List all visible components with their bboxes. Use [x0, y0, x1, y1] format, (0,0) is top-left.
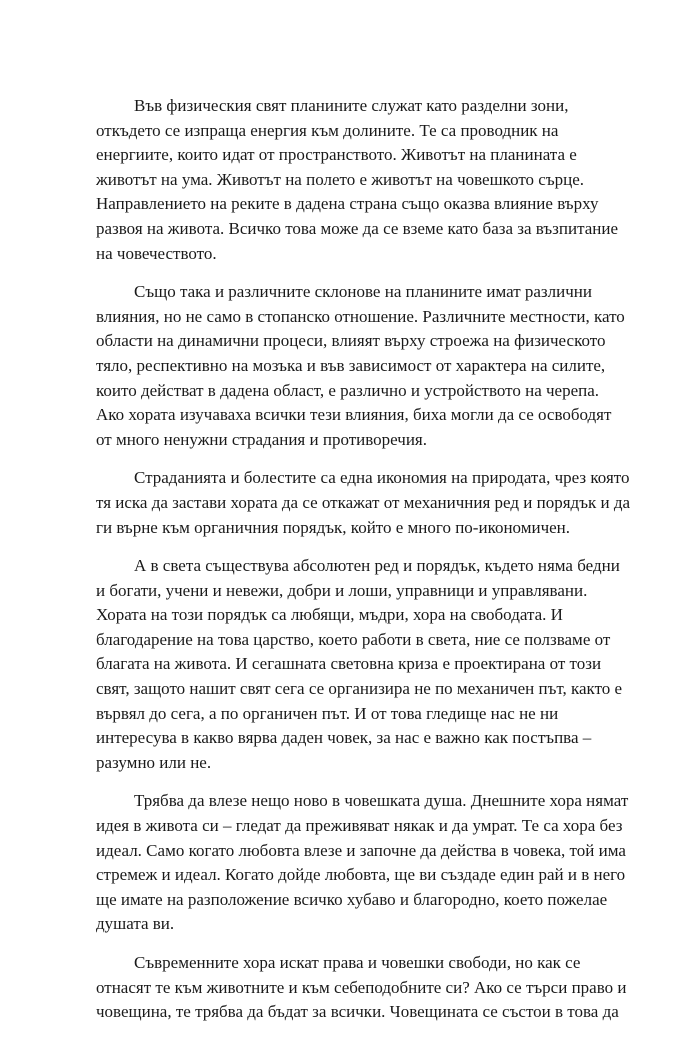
text-line: и богати, учени и невежи, добри и лоши, управници и управлявани.: [96, 580, 588, 600]
text-line: вървял до сега, а по органичен път. И от това гледище нас не ни: [96, 703, 559, 723]
text-line: А в света съществува абсолютен ред и порядък, където няма бедни: [134, 556, 620, 576]
text-line: Направлението на реките в дадена страна също оказва влияние върху: [96, 194, 599, 214]
text-line: от много ненужни страдания и противоречия.: [96, 429, 428, 449]
text-line: Трябва да влезе нещо ново в човешката душа. Днешните хора нямат: [134, 791, 629, 811]
text-line: които действат в дадена област, е различно и устройството на черепа.: [96, 380, 600, 400]
text-line: влияния, но не само в стопанско отношение. Различните местности, като: [96, 306, 625, 326]
text-line: разумно или не.: [96, 752, 212, 772]
text-line: тя иска да застави хората да се откажат от механичния ред и порядък и да: [96, 492, 631, 512]
paragraph-5: [96, 789, 629, 937]
text-line: развоя на живота. Всичко това може да се вземе като база за възпитание: [96, 218, 618, 238]
text-line: Ако хората изучаваха всички тези влияния, биха могли да се освободят: [96, 405, 612, 425]
text-line: Съвременните хора искат права и човешки свободи, но как се: [134, 953, 581, 972]
text-line: на човечеството.: [96, 243, 217, 263]
text-line: Във физическия свят планините служат като разделни зони,: [134, 96, 569, 115]
body-text: [96, 94, 631, 1039]
text-line: душата ви.: [96, 914, 175, 934]
paragraph-6: [96, 951, 627, 1025]
text-line: Също така и различните склонове на планините имат различни: [134, 282, 592, 302]
text-line: идеал. Само когато любовта влезе и започне да действа в човека, той има: [96, 840, 626, 860]
text-line: тяло, респективно на мозъка и във зависимост от характера на силите,: [96, 355, 606, 375]
text-line: благата на живота. И сегашната световна криза е проектирана от този: [96, 654, 602, 674]
text-line: откъдето се изпраща енергия към долините. Те са проводник на: [96, 120, 559, 140]
paragraph-1: [96, 94, 618, 266]
text-line: интересува в какво вярва даден човек, за нас е важно как постъпва –: [96, 728, 592, 748]
text-line: свят, защото нашит свят сега се организира не по механичен път, както е: [96, 679, 623, 699]
text-line: стремеж и идеал. Когато дойде любовта, ще ви създаде един рай и в него: [96, 865, 626, 885]
text-line: ги върне към органичния порядък, който е много по-икономичен.: [96, 517, 571, 537]
text-line: области на динамични процеси, влияят върху строежа на физическото: [96, 331, 606, 351]
text-line: Страданията и болестите са една икономия на природата, чрез която: [134, 468, 630, 488]
paragraph-3: [96, 466, 631, 540]
text-line: човещина, те трябва да бъдат за всички. Човещината се състои в това да: [96, 1002, 619, 1022]
text-line: идея в живота си – гледат да преживяват някак и да умрат. Те са хора без: [96, 816, 623, 836]
text-line: Хората на този порядък са любящи, мъдри, хора на свободата. И: [96, 605, 563, 625]
text-line: благодарение на това царство, което работи в света, ние се ползваме от: [96, 629, 611, 649]
text-line: енергиите, които идат от пространството. Животът на планината е: [96, 145, 577, 165]
text-line: ще имате на разположение всичко хубаво и благородно, което пожелае: [96, 889, 608, 909]
paragraph-4: [96, 554, 623, 775]
text-line: животът на ума. Животът на полето е животът на човешкото сърце.: [96, 169, 585, 189]
text-line: отнасят те към животните и към себеподобните си? Ако се търси право и: [96, 977, 627, 997]
paragraph-2: [96, 280, 625, 452]
